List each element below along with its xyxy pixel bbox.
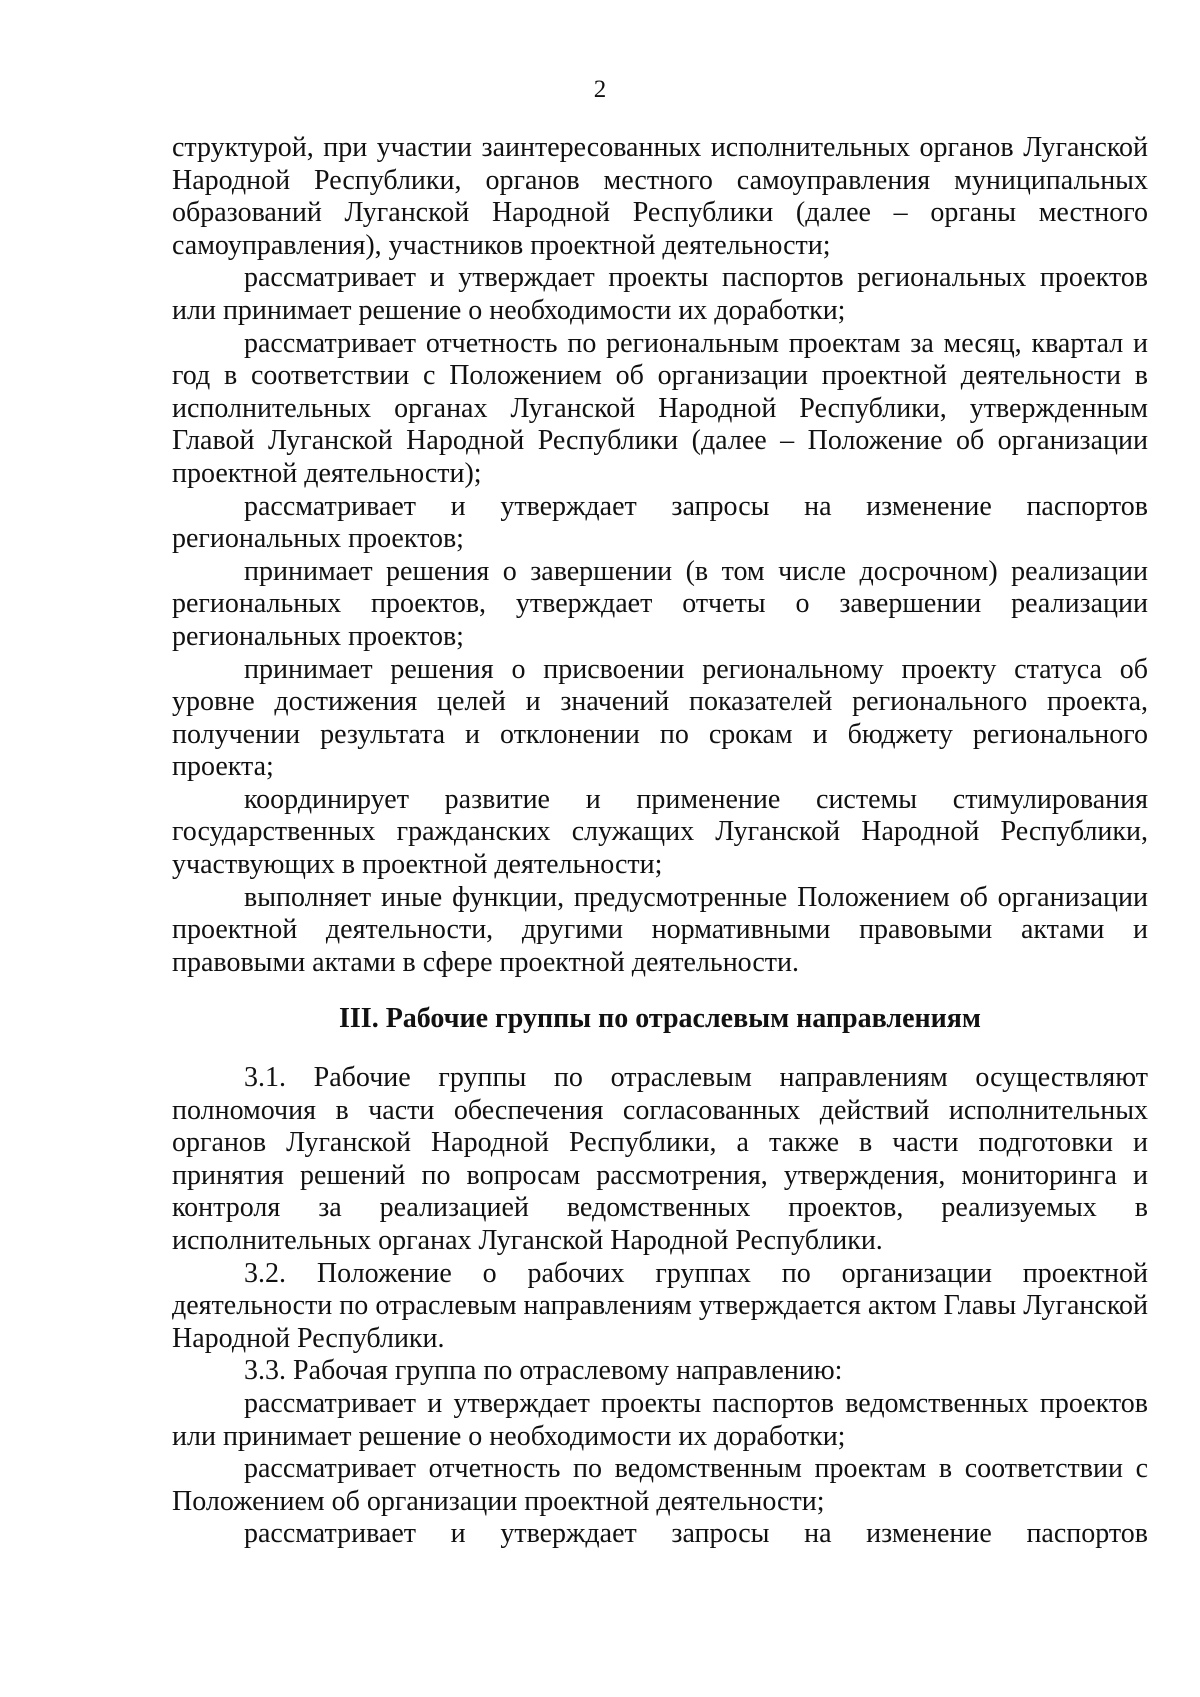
paragraph: рассматривает отчетность по ведомственным проектам в соответствии с Положением об организации проектной деятельности; <box>172 1453 1148 1517</box>
paragraph: принимает решения о присвоении региональному проекту статуса об уровне достижения целей и значений показателей регионального проекта, получении результата и отклонении по срокам и бюджету регионального проекта; <box>172 653 1148 783</box>
paragraph: 3.1. Рабочие группы по отраслевым направлениям осуществляют полномочия в части обеспечения согласованных действий исполнительных органов Луганской Народной Республики, а также в части подготовки и принятия решений по вопросам рассмотрения, утверждения, мониторинга и контроля за реализацией ведомственных проектов, реализуемых в исполнительных органах Луганской Народной Республики. <box>172 1062 1148 1256</box>
paragraph: рассматривает и утверждает запросы на изменение паспортов региональных проектов; <box>172 490 1148 555</box>
paragraph: рассматривает и утверждает проекты паспортов региональных проектов или принимает решение о необходимости их доработки; <box>172 262 1148 326</box>
paragraph: рассматривает и утверждает запросы на изменение паспортов <box>244 1518 1148 1550</box>
paragraph: 3.2. Положение о рабочих группах по организации проектной деятельности по отраслевым направлениям утверждается актом Главы Луганской Народной Республики. <box>172 1257 1148 1354</box>
paragraph: рассматривает и утверждает проекты паспортов ведомственных проектов или принимает решение о необходимости их доработки; <box>172 1387 1148 1452</box>
section-heading: III. Рабочие группы по отраслевым направлениям <box>339 1003 981 1035</box>
paragraphs-after-heading <box>172 1062 1148 1551</box>
paragraph: координирует развитие и применение системы стимулирования государственных гражданских служащих Луганской Народной Республики, участвующих в проектной деятельности; <box>172 783 1148 881</box>
paragraph: структурой, при участии заинтересованных исполнительных органов Луганской Народной Республики, органов местного самоуправления муниципальных образований Луганской Народной Республики (далее – органы местного самоуправления), участников проектной деятельности; <box>172 132 1148 261</box>
paragraph: принимает решения о завершении (в том числе досрочном) реализации региональных проектов, утверждает отчеты о завершении реализации региональных проектов; <box>172 555 1148 652</box>
paragraph: 3.3. Рабочая группа по отраслевому направлению: <box>244 1355 843 1387</box>
document-body <box>172 132 1148 1551</box>
page-number: 2 <box>593 76 607 103</box>
paragraph: выполняет иные функции, предусмотренные Положением об организации проектной деятельности, другими нормативными правовыми актами и правовыми актами в сфере проектной деятельности. <box>172 881 1148 978</box>
paragraph: рассматривает отчетность по региональным проектам за месяц, квартал и год в соответствии с Положением об организации проектной деятельности в исполнительных органах Луганской Народной Республики, утвержденным Главой Луганской Народной Республики (далее – Положение об организации проектной деятельности); <box>172 327 1148 489</box>
paragraphs-before-heading <box>172 132 1148 979</box>
